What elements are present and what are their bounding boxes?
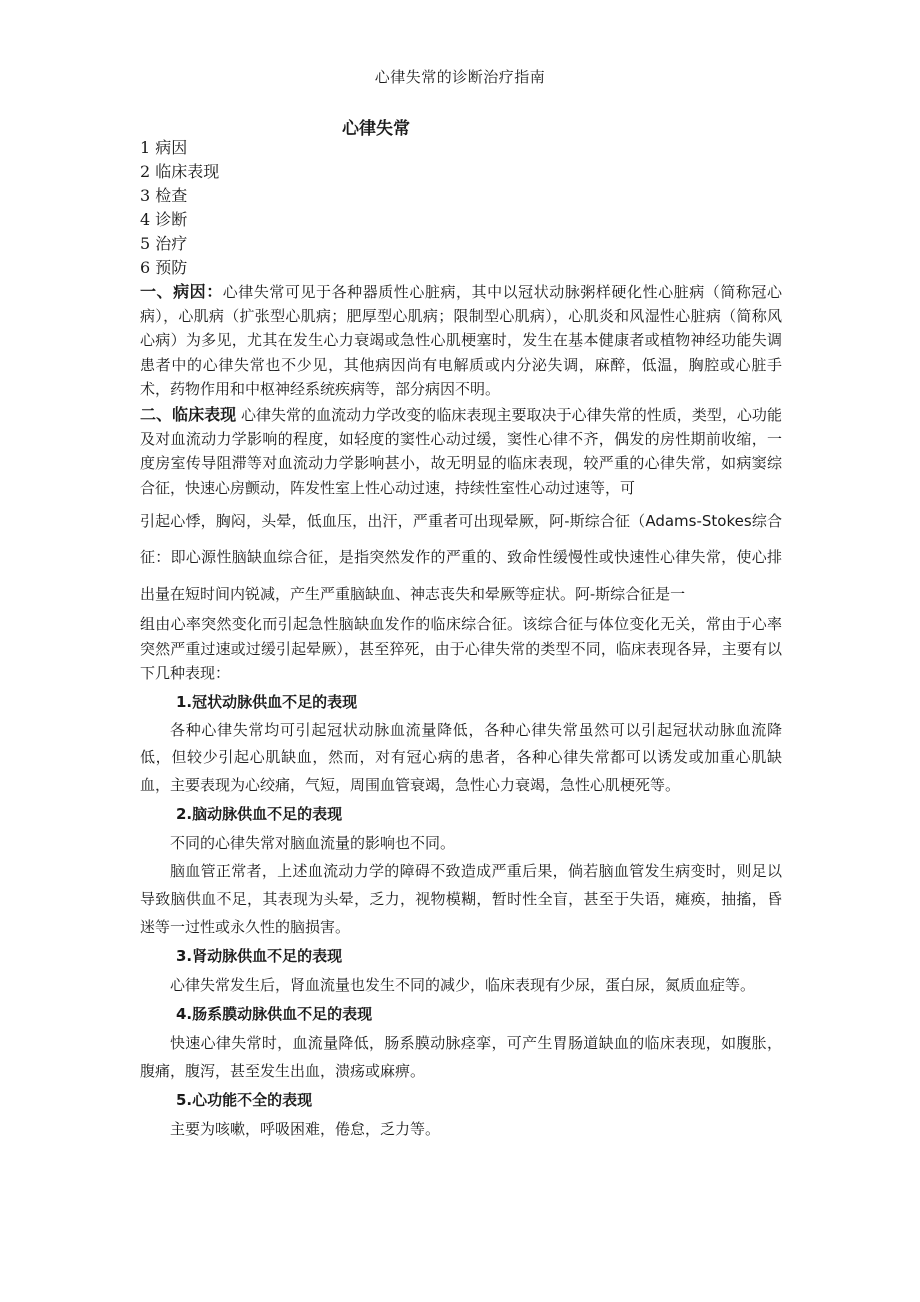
section-text: 心律失常的血流动力学改变的临床表现主要取决于心律失常的性质，类型，心功能及对血流动力学影响的程度，如轻度的窦性心动过缓，窦性心律不齐，偶发的房性期前收缩，一度房室传导阻滞等对血流动力学影响甚小，故无明显的临床表现，较严重的心律失常，如病窦综合征，快速心房颤动，阵发性室上性心动过速，持续性室性心动过速等，可	[140, 406, 782, 497]
subsection-paragraph: 各种心律失常均可引起冠状动脉血流量降低，各种心律失常虽然可以引起冠状动脉血流降低，但较少引起心肌缺血，然而，对有冠心病的患者，各种心律失常都可以诱发或加重心肌缺血，主要表现为心绞痛，气短，周围血管衰竭，急性心力衰竭，急性心肌梗死等。	[140, 720, 782, 794]
running-header: 心律失常的诊断治疗指南	[374, 68, 546, 86]
subsection-heading: 5.心功能不全的表现	[176, 1091, 313, 1110]
section-text: 组由心率突然变化而引起急性脑缺血发作的临床综合征。该综合征与体位变化无关，常由于心率突然严重过速或过缓引起晕厥），甚至猝死，由于心律失常的类型不同，临床表现各异，主要有以下几种表现：	[140, 615, 782, 682]
section-clinical-part-a	[140, 403, 782, 500]
section-heading: 一、病因：	[140, 282, 223, 301]
subsection-renal	[140, 941, 782, 999]
table-of-contents	[140, 136, 782, 280]
toc-item: 6 预防	[140, 258, 188, 277]
toc-item: 4 诊断	[140, 210, 188, 229]
toc-item: 3 检查	[140, 186, 188, 205]
subsection-paragraph: 主要为咳嗽，呼吸困难，倦怠，乏力等。	[170, 1120, 441, 1139]
section-heading: 二、临床表现	[140, 405, 237, 425]
document-body	[140, 136, 782, 1143]
subsection-heading: 2.脑动脉供血不足的表现	[176, 805, 343, 824]
section-clinical-part-b	[140, 503, 782, 613]
subsection-coronary	[140, 687, 782, 800]
toc-item: 5 治疗	[140, 234, 188, 253]
subsection-mesenteric	[140, 999, 782, 1085]
section-etiology	[140, 280, 782, 401]
section-text-latin: Adams-Stokes	[645, 511, 752, 530]
subsection-heading: 1.冠状动脉供血不足的表现	[176, 692, 358, 711]
subsection-paragraph: 心律失常发生后，肾血流量也发生不同的减少，临床表现有少尿，蛋白尿，氮质血症等。	[170, 976, 756, 995]
section-text: 引起心悸，胸闷，头晕，低血压，出汗，严重者可出现晕厥，阿-斯综合征（	[140, 511, 646, 530]
subsection-paragraph: 不同的心律失常对脑血流量的影响也不同。	[170, 834, 456, 853]
subsection-cerebral	[140, 799, 782, 941]
document-title: 心律失常	[342, 119, 410, 139]
subsection-cardiac-insufficiency	[140, 1085, 782, 1143]
section-text: 心律失常可见于各种器质性心脏病，其中以冠状动脉粥样硬化性心脏病（简称冠心病），心肌病（扩张型心肌病；肥厚型心肌病；限制型心肌病），心肌炎和风湿性心脏病（简称风心病）为多见，尤其在发生心力衰竭或急性心肌梗塞时，发生在基本健康者或植物神经功能失调患者中的心律失常也不少见，其他病因尚有电解质或内分泌失调，麻醉，低温，胸腔或心脏手术，药物作用和中枢神经系统疾病等，部分病因不明。	[140, 283, 782, 398]
subsection-paragraph: 快速心律失常时，血流量降低，肠系膜动脉痉挛，可产生胃肠道缺血的临床表现，如腹胀，腹痛，腹泻，甚至发生出血，溃疡或麻痹。	[140, 1034, 782, 1081]
section-text: 综合征：即心源性脑缺血综合征，是指突然发作的严重的、致命性缓慢性或快速性心律失常，使心排出量在短时间内锐减，产生严重脑缺血、神志丧失和晕厥等症状。阿-斯综合征是一	[140, 511, 782, 603]
subsection-heading: 3.肾动脉供血不足的表现	[176, 947, 343, 966]
section-clinical-part-c	[140, 612, 782, 685]
toc-item: 2 临床表现	[140, 162, 220, 181]
toc-item: 1 病因	[140, 138, 188, 157]
subsection-paragraph: 脑血管正常者，上述血流动力学的障碍不致造成严重后果，倘若脑血管发生病变时，则足以导致脑供血不足，其表现为头晕，乏力，视物模糊，暂时性全盲，甚至于失语，瘫痪，抽搐，昏迷等一过性或永久性的脑损害。	[140, 862, 782, 937]
subsection-heading: 4.肠系膜动脉供血不足的表现	[176, 1005, 373, 1024]
